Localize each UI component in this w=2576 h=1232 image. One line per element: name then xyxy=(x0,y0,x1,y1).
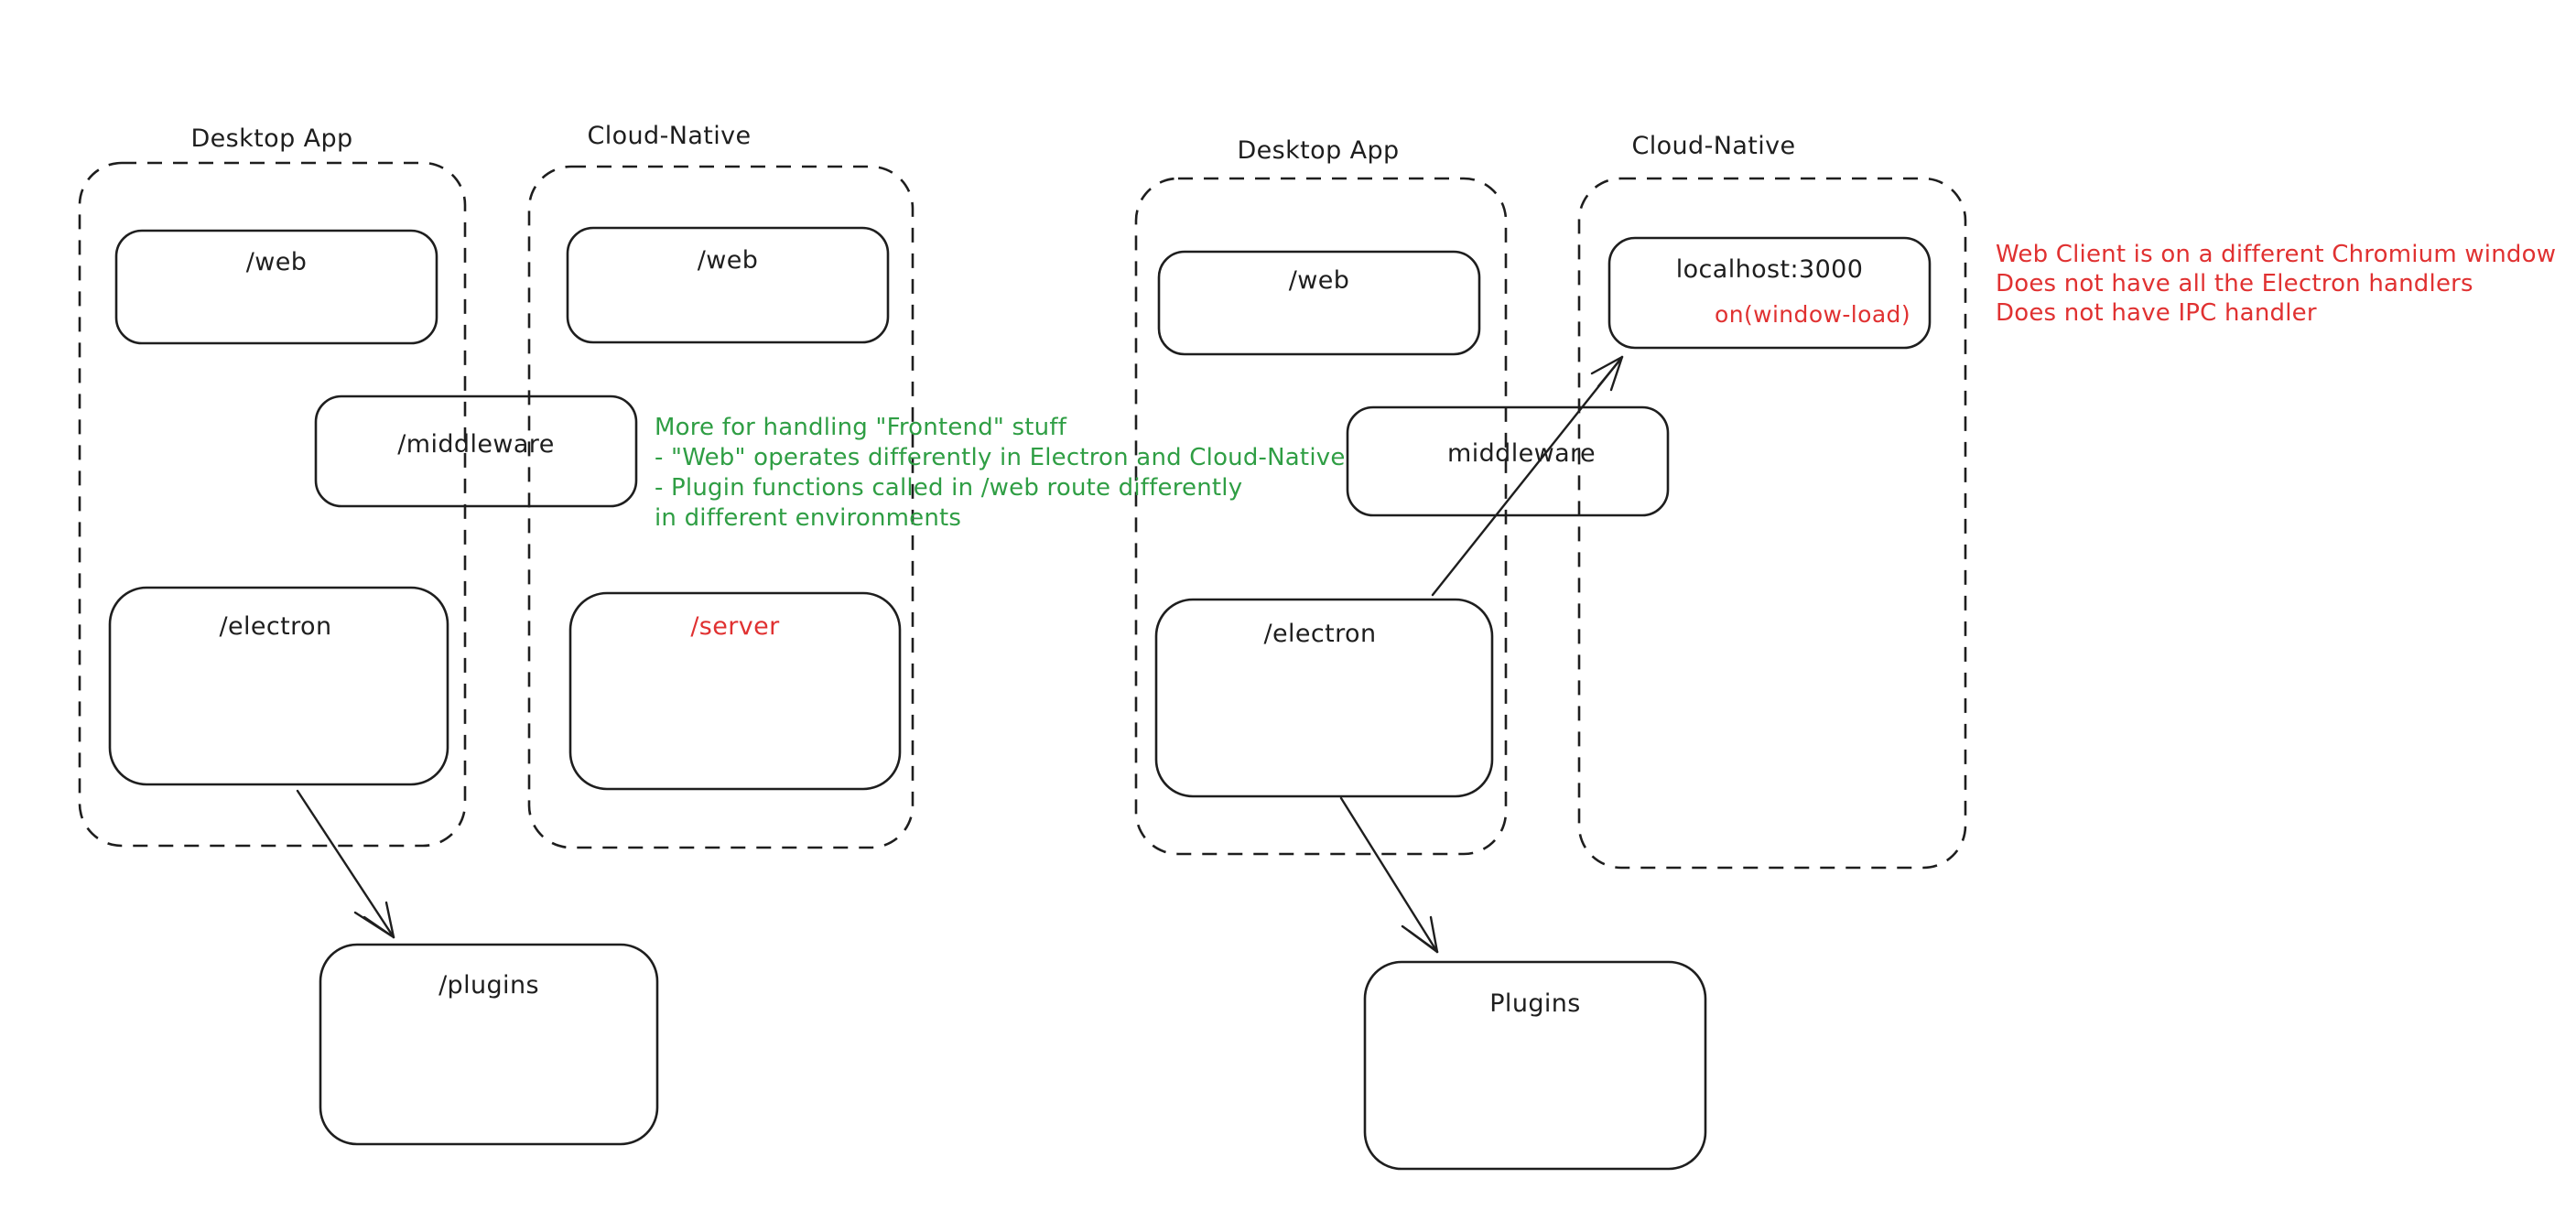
right-localhost-label: localhost:3000 xyxy=(1675,255,1864,284)
right-localhost-event-label: on(window-load) xyxy=(1715,301,1910,328)
right-middleware-label: middleware xyxy=(1447,439,1596,468)
left-plugins-label: /plugins xyxy=(438,971,539,1000)
right-web-label: /web xyxy=(1288,266,1350,295)
note-webclient-line-2: Does not have all the Electron handlers xyxy=(1996,270,2473,297)
note-frontend-line-2: - "Web" operates differently in Electron and Cloud-Native xyxy=(655,444,1346,471)
arrow-left-electron-to-plugins xyxy=(298,791,394,937)
left-desktop-container-label: Desktop App xyxy=(190,124,353,153)
left-cloud-container-label: Cloud-Native xyxy=(587,122,752,150)
right-localhost-box xyxy=(1609,238,1930,348)
arrow-right-electron-to-localhost xyxy=(1433,357,1622,595)
left-server-label: /server xyxy=(690,612,780,641)
right-desktop-container-label: Desktop App xyxy=(1237,136,1400,165)
note-webclient-red xyxy=(1996,240,2556,328)
right-plugins-label: Plugins xyxy=(1489,989,1581,1018)
note-frontend-line-1: More for handling "Frontend" stuff xyxy=(655,414,1067,441)
left-electron-label: /electron xyxy=(219,612,332,641)
right-cloud-container-label: Cloud-Native xyxy=(1631,132,1796,160)
note-webclient-line-1: Web Client is on a different Chromium window xyxy=(1996,241,2557,268)
note-webclient-line-3: Does not have IPC handler xyxy=(1996,299,2317,327)
left-web-desktop-label: /web xyxy=(245,248,308,276)
left-web-cloud-box xyxy=(568,228,888,342)
note-frontend-green xyxy=(655,413,1346,534)
left-middleware-label: /middleware xyxy=(397,430,555,459)
left-web-cloud-label: /web xyxy=(697,246,759,275)
note-frontend-line-3: - Plugin functions called in /web route differently xyxy=(655,474,1243,502)
note-frontend-line-4: in different environments xyxy=(655,504,962,532)
right-electron-label: /electron xyxy=(1263,620,1377,648)
arrow-right-electron-to-plugins xyxy=(1341,798,1437,952)
